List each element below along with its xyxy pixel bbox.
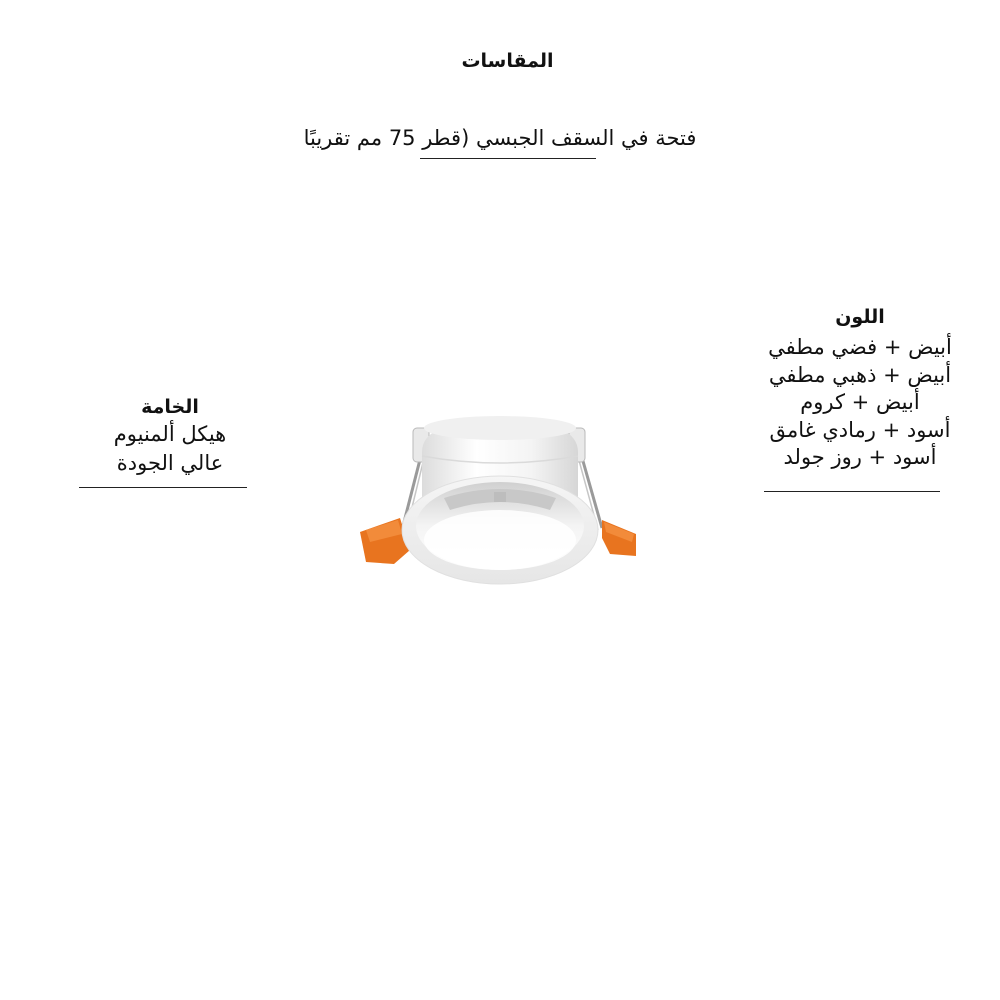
trim-ring — [402, 476, 598, 584]
material-section — [60, 396, 280, 478]
material-line: هيكل ألمنيوم — [113, 422, 227, 446]
material-title: الخامة — [141, 396, 199, 418]
material-line: عالي الجودة — [116, 451, 224, 475]
color-option: أسود + روز جولد — [783, 445, 937, 469]
dimensions-value: فتحة في السقف الجبسي (قطر 75 مم تقريبًا — [303, 126, 697, 150]
color-option: أبيض + ذهبي مطفي — [768, 362, 952, 387]
color-title: اللون — [835, 306, 885, 328]
color-underline — [764, 491, 940, 492]
color-option: أبيض + فضي مطفي — [768, 335, 952, 359]
color-option: أسود + رمادي غامق — [769, 417, 951, 442]
downlight-fixture-image — [340, 400, 660, 600]
dimensions-title: المقاسات — [461, 50, 554, 72]
material-underline — [79, 487, 247, 488]
color-option: أبيض + كروم — [800, 390, 920, 414]
dimensions-underline — [420, 158, 596, 159]
color-section — [752, 306, 968, 472]
